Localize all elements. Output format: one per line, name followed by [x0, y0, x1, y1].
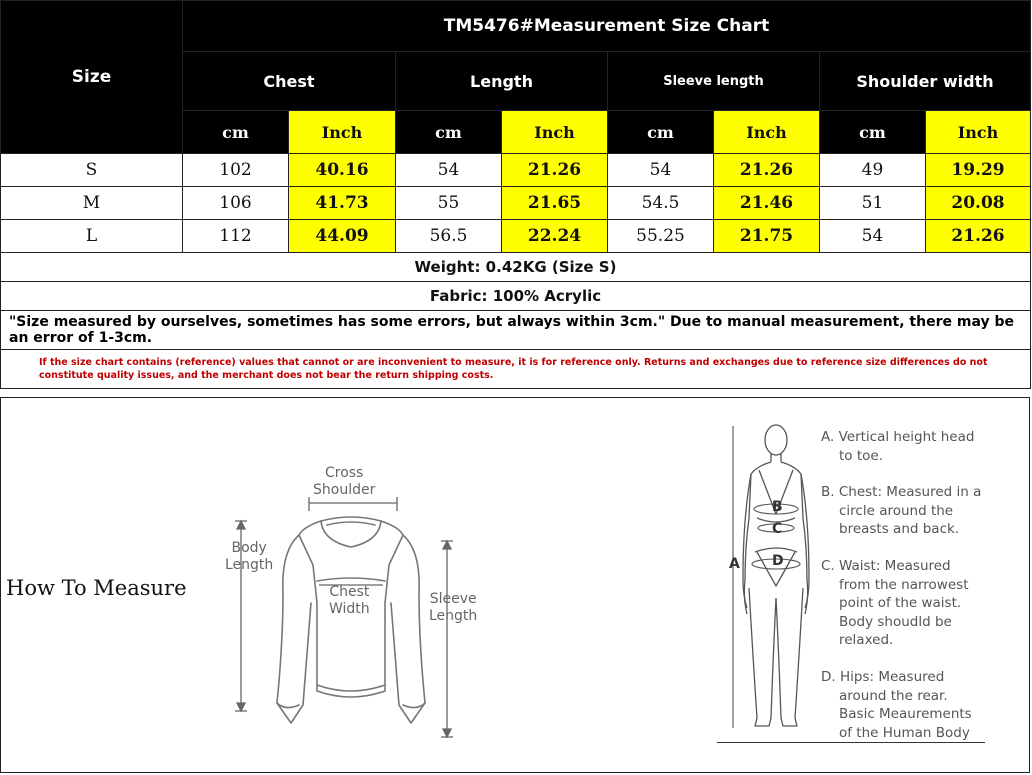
value-cell: 21.46 [714, 187, 820, 220]
sleeve-length-label [429, 591, 477, 625]
unit-inch: Inch [289, 111, 396, 154]
weight-info: Weight: 0.42KG (Size S) [1, 253, 1031, 282]
letter-c: C [772, 521, 783, 537]
value-cell: 106 [183, 187, 289, 220]
sleeve-length-label-line2: Length [429, 608, 478, 624]
table-row [1, 187, 1031, 220]
size-header: Size [1, 1, 183, 154]
desc-d-line2: around the rear. [839, 687, 948, 704]
figure-underline [717, 742, 985, 743]
unit-cm: cm [608, 111, 714, 154]
value-cell: 44.09 [289, 220, 396, 253]
cross-shoulder-label-line2: Shoulder [313, 482, 376, 498]
unit-inch: Inch [926, 111, 1031, 154]
measure-description-d [821, 668, 972, 742]
value-cell: 19.29 [926, 154, 1031, 187]
fabric-info: Fabric: 100% Acrylic [1, 282, 1031, 311]
desc-c-line3: point of the waist. [839, 595, 962, 611]
return-policy-warning [1, 350, 1031, 389]
size-cell: L [1, 220, 183, 253]
unit-cm: cm [820, 111, 926, 154]
measurement-note: "Size measured by ourselves, sometimes has some errors, but always within 3cm." Due to manual measurement, there may be an error of 1-3cm. [1, 311, 1031, 350]
body-length-label-line2: Length [225, 557, 274, 573]
value-cell: 22.24 [502, 220, 608, 253]
body-figure [721, 418, 821, 748]
sleeve-length-header: Sleeve length [608, 52, 820, 111]
value-cell: 55 [396, 187, 502, 220]
size-cell: M [1, 187, 183, 220]
desc-a-line1: A. Vertical height head [821, 429, 975, 445]
warning-line-2: constitute quality issues, and the merchant does not bear the return shipping costs. [39, 370, 494, 381]
chart-title: TM5476#Measurement Size Chart [183, 1, 1031, 52]
desc-b-line1: B. Chest: Measured in a [821, 484, 982, 500]
body-length-label-line1: Body [231, 540, 267, 556]
value-cell: 54 [820, 220, 926, 253]
measure-description-a [821, 428, 974, 465]
measure-description-c [821, 557, 968, 650]
value-cell: 56.5 [396, 220, 502, 253]
desc-d-line4: of the Human Body [839, 724, 970, 741]
value-cell: 40.16 [289, 154, 396, 187]
unit-inch: Inch [502, 111, 608, 154]
body-length-label [225, 540, 273, 574]
chest-width-label [329, 584, 370, 618]
size-cell: S [1, 154, 183, 187]
value-cell: 55.25 [608, 220, 714, 253]
table-row [1, 220, 1031, 253]
table-row [1, 154, 1031, 187]
value-cell: 21.26 [714, 154, 820, 187]
warning-line-1: If the size chart contains (reference) values that cannot or are inconvenient to measure, it is for reference only. Returns and exchanges due to reference size differences do not [39, 357, 988, 368]
value-cell: 102 [183, 154, 289, 187]
letter-b: B [772, 499, 783, 515]
desc-b-line3: breasts and back. [839, 521, 960, 537]
unit-inch: Inch [714, 111, 820, 154]
measure-description-b [821, 483, 981, 539]
value-cell: 21.26 [502, 154, 608, 187]
unit-cm: cm [183, 111, 289, 154]
desc-c-line2: from the narrowest [839, 576, 969, 593]
value-cell: 41.73 [289, 187, 396, 220]
value-cell: 49 [820, 154, 926, 187]
unit-cm: cm [396, 111, 502, 154]
chest-width-label-line2: Width [329, 601, 370, 617]
desc-a-line2: to toe. [839, 447, 883, 464]
value-cell: 21.75 [714, 220, 820, 253]
value-cell: 54.5 [608, 187, 714, 220]
desc-d-line1: D. Hips: Measured [821, 669, 945, 685]
desc-c-line5: relaxed. [839, 632, 894, 648]
shoulder-width-header: Shoulder width [820, 52, 1031, 111]
cross-shoulder-label-line1: Cross [324, 465, 364, 481]
chest-width-label-line1: Chest [329, 584, 370, 600]
value-cell: 54 [396, 154, 502, 187]
chest-header: Chest [183, 52, 396, 111]
value-cell: 21.26 [926, 220, 1031, 253]
cross-shoulder-label [313, 465, 375, 499]
how-to-measure-title: How To Measure [6, 576, 187, 600]
desc-b-line2: circle around the [839, 502, 954, 519]
value-cell: 21.65 [502, 187, 608, 220]
letter-a: A [729, 556, 740, 572]
desc-c-line1: C. Waist: Measured [821, 558, 951, 574]
desc-c-line4: Body shoudld be [839, 613, 952, 630]
value-cell: 54 [608, 154, 714, 187]
sleeve-length-label-line1: Sleeve [429, 591, 477, 607]
value-cell: 51 [820, 187, 926, 220]
desc-d-line3: Basic Meaurements [839, 706, 972, 722]
value-cell: 112 [183, 220, 289, 253]
value-cell: 20.08 [926, 187, 1031, 220]
how-to-measure-section [0, 397, 1030, 773]
letter-d: D [772, 553, 784, 569]
length-header: Length [396, 52, 608, 111]
